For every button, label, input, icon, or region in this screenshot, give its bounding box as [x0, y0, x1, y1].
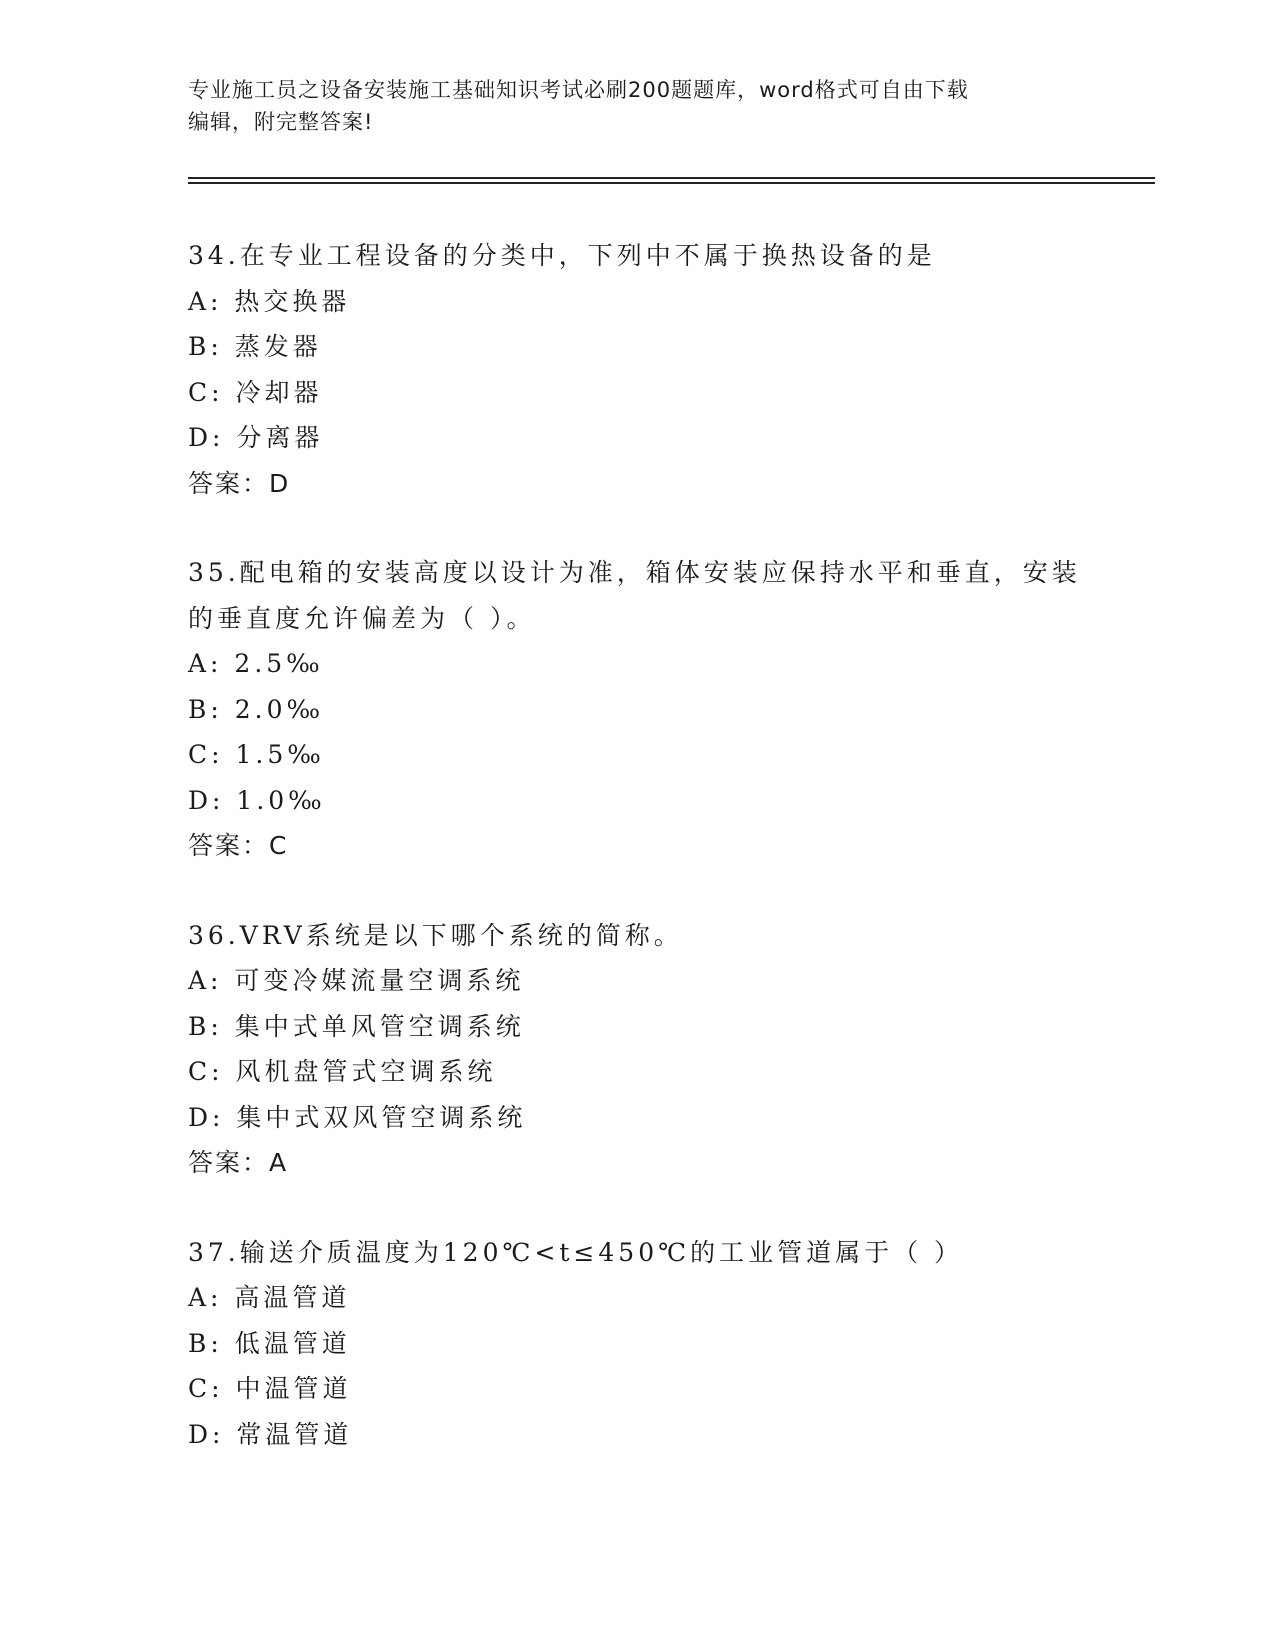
document-header [188, 74, 1088, 138]
answer-text: 答案：D [188, 468, 291, 498]
header-divider-top [188, 177, 1155, 179]
option-a: A: 热交换器 [188, 286, 351, 316]
option-c: C: 中温管道 [188, 1374, 352, 1403]
option-c: C: 冷却器 [188, 377, 323, 407]
question-list [188, 233, 1138, 1501]
question-37 [188, 1230, 1138, 1458]
option-c: C: 1.5‰ [188, 740, 325, 769]
option-d: D: 常温管道 [188, 1419, 353, 1449]
option-d: D: 分离器 [188, 423, 324, 452]
question-stem: 35.配电箱的安装高度以设计为准，箱体安装应保持水平和垂直，安装 [188, 558, 1081, 587]
option-b: B: 2.0‰ [188, 694, 325, 724]
header-line-2: 编辑，附完整答案! [188, 110, 374, 134]
question-stem: 36.VRV系统是以下哪个系统的简称。 [188, 920, 683, 950]
header-divider-bottom [188, 182, 1155, 184]
question-35 [188, 550, 1138, 869]
question-36 [188, 913, 1138, 1186]
option-a: A: 可变冷媒流量空调系统 [188, 966, 525, 995]
option-d: D: 1.0‰ [188, 785, 326, 815]
question-stem: 34.在专业工程设备的分类中，下列中不属于换热设备的是 [188, 241, 936, 270]
option-d: D: 集中式双风管空调系统 [188, 1102, 527, 1132]
answer-text: 答案：C [188, 831, 289, 860]
header-line-1: 专业施工员之设备安装施工基础知识考试必刷200题题库，word格式可自由下载 [188, 78, 969, 102]
option-b: B: 蒸发器 [188, 332, 322, 361]
option-b: B: 低温管道 [188, 1328, 351, 1358]
option-c: C: 风机盘管式空调系统 [188, 1057, 497, 1086]
option-b: B: 集中式单风管空调系统 [188, 1011, 525, 1041]
question-stem-continued: 的垂直度允许偏差为（ ）。 [188, 603, 536, 633]
question-34 [188, 233, 1138, 506]
option-a: A: 2.5‰ [188, 649, 324, 678]
question-stem: 37.输送介质温度为120℃<t≤450℃的工业管道属于（ ） [188, 1237, 964, 1267]
option-a: A: 高温管道 [188, 1283, 351, 1312]
answer-text: 答案：A [188, 1148, 289, 1177]
